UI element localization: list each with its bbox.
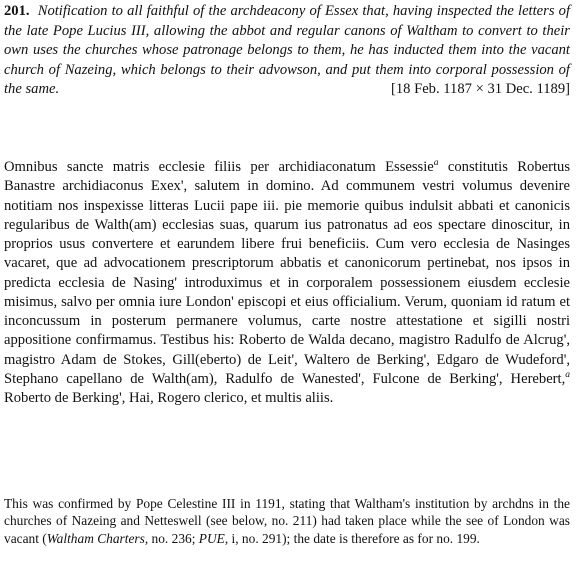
entry-heading: [4, 2, 570, 100]
entry-summary: Notification to all faithful of the archdeacony of Essex that, having inspected the letters of the late Pope Lucius III, allowing the abbot and regular canons of Waltham to convert to their own uses the churches whose patronage belongs to them, he has inducted them into the vacant church of Nazeing, which belongs to their advowson, and put them into corporal possession of the same.: [4, 3, 571, 98]
note-text-part: , no. 236;: [144, 530, 199, 546]
charter-text-part: Roberto de Berking', Hai, Rogero clerico, et multis aliis.: [4, 390, 334, 406]
charter-text-part: constitutis Robertus Banastre archidiaconus Exex', salutem in domino. Ad communem vestri volumus devenire notitiam nos inspexisse litteras Lucii pape iii. pie memorie quibus indulsit abbati et canonicis regularibus de Walth(am) ecclesias suas, quarum ius patronatus ad eos spectare dinoscitur, in proprios usus convertere et earundem libere frui beneficiis. Cum vero ecclesia de Nasinges vacaret, que ad advocationem prescriptorum abbatis et canonicorum pertinebat, nos ipsos in predicta ecclesia de Nasing' introduximus et in corporalem possessionem eiusdem ecclesie misimus, salvo per omnia iure London' episcopi et eius officialium. Verum, quoniam id ratum et inconcussum in posterum permanere volumus, carte nostre attestatione et sigilli nostri appositione confirmamus. Testibus his: Roberto de Walda decano, magistro Radulfo de Alcrug', magistro Adam de Stokes, Gill(eberto) de Leit', Waltero de Berking', Edgaro de Wudeford', Stephano capellano de Walth(am), Radulfo de Wanested', Fulcone de Berking', Herebert,: [4, 159, 571, 387]
editorial-note: [4, 495, 570, 547]
note-reference: Waltham Charters: [46, 530, 145, 546]
charter-text: [4, 158, 570, 408]
entry-number: 201.: [4, 3, 30, 19]
note-reference: PUE: [198, 530, 225, 546]
charter-text-part: Omnibus sancte matris ecclesie filiis per archidiaconatum Essessie: [4, 159, 434, 175]
footnote-mark: a: [565, 369, 570, 380]
note-text-part: , i, no. 291); the date is therefore as for no. 199.: [224, 530, 480, 546]
entry-date: [18 Feb. 1187 × 31 Dec. 1189]: [390, 81, 570, 98]
footnote-mark: a: [433, 158, 439, 168]
note-text-part: This was confirmed by Pope Celestine III in 1191, stating that Waltham's institution by archdns in the churches of Nazeing and Netteswell (see below, no. 211) had taken place while the see of London was vacant (: [4, 496, 570, 546]
